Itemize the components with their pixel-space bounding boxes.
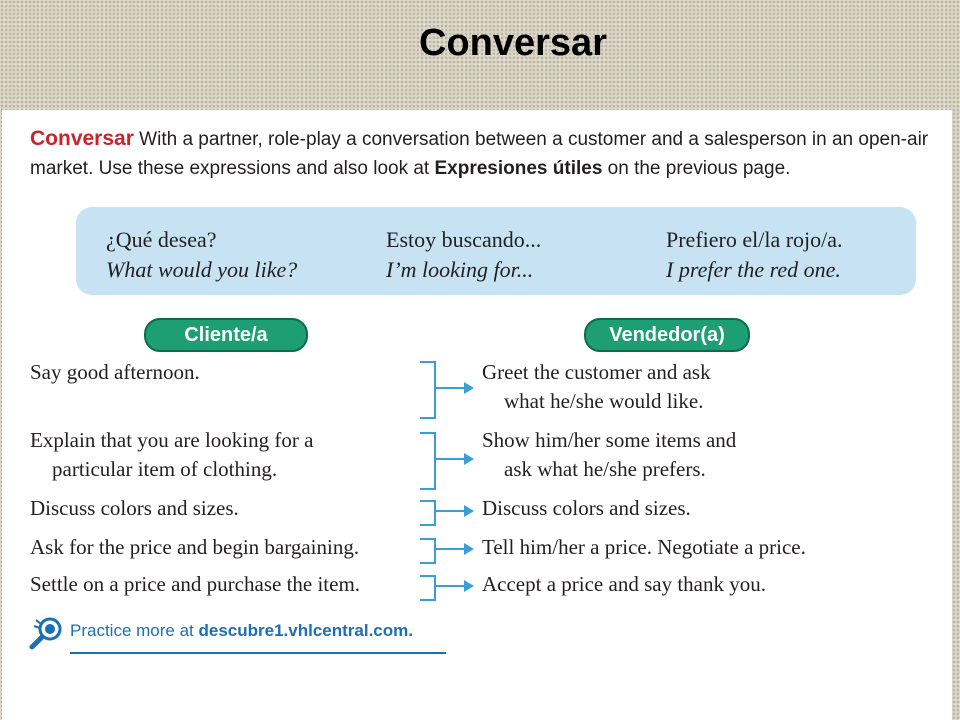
vendedor-line-text-2: ask what he/she prefers. xyxy=(504,457,706,481)
vendedor-line-text: Show him/her some items and xyxy=(482,428,737,452)
expression-1 xyxy=(106,225,297,285)
cliente-line-text: Say good afternoon. xyxy=(30,360,200,384)
textbook-panel xyxy=(2,110,952,720)
cliente-line-text: Explain that you are looking for a xyxy=(30,428,314,452)
activity-keyword: Conversar xyxy=(30,127,134,150)
cliente-line xyxy=(30,570,360,599)
practice-more-link[interactable] xyxy=(28,612,458,656)
expression-2 xyxy=(386,225,541,285)
vendedor-line xyxy=(482,426,736,484)
bracket-connector xyxy=(420,500,436,526)
practice-underline xyxy=(70,652,446,654)
practice-magnifier-icon xyxy=(28,614,66,652)
bracket-connector xyxy=(420,575,436,601)
expression-english: I prefer the red one. xyxy=(666,257,841,282)
cliente-line-text-2: particular item of clothing. xyxy=(52,457,278,481)
expressions-box xyxy=(76,207,916,295)
bracket-connector xyxy=(420,361,436,419)
role-vendedor-label: Vendedor(a) xyxy=(584,318,750,352)
expression-spanish: ¿Qué desea? xyxy=(106,227,217,252)
vendedor-line-text: Discuss colors and sizes. xyxy=(482,496,691,520)
cliente-line-text: Ask for the price and begin bargaining. xyxy=(30,535,360,559)
cliente-line xyxy=(30,426,313,484)
cliente-line xyxy=(30,494,239,523)
vendedor-line-text-2: what he/she would like. xyxy=(504,389,704,413)
expresiones-utiles-reference: Expresiones útiles xyxy=(434,158,603,179)
vendedor-line xyxy=(482,533,806,562)
bracket-connector xyxy=(420,538,436,564)
vendedor-line xyxy=(482,494,691,523)
bracket-connector xyxy=(420,432,436,490)
expression-spanish: Estoy buscando... xyxy=(386,227,542,252)
instructions xyxy=(30,124,930,183)
instructions-text-1: With a partner, role-play a conversation between a customer and a salesperson in an open-air market. Use these expressions and also look at xyxy=(30,129,929,179)
role-cliente-label: Cliente/a xyxy=(144,318,308,352)
vendedor-line xyxy=(482,358,711,416)
arrow-right-icon xyxy=(436,548,466,550)
expression-english: I’m looking for... xyxy=(386,257,534,282)
arrow-right-icon xyxy=(436,458,466,460)
vendedor-line xyxy=(482,570,766,599)
vendedor-line-text: Accept a price and say thank you. xyxy=(482,572,766,596)
arrow-right-icon xyxy=(436,585,466,587)
instructions-text-2: on the previous page. xyxy=(602,158,791,179)
practice-site-link[interactable]: descubre1.vhlcentral.com. xyxy=(198,621,413,640)
arrow-right-icon xyxy=(436,510,466,512)
practice-prefix: Practice more at xyxy=(70,621,199,640)
expression-spanish: Prefiero el/la rojo/a. xyxy=(666,227,843,252)
cliente-line-text: Discuss colors and sizes. xyxy=(30,496,239,520)
vendedor-line-text: Greet the customer and ask xyxy=(482,360,711,384)
arrow-right-icon xyxy=(436,387,466,389)
cliente-line xyxy=(30,358,200,387)
slide-title: Conversar xyxy=(419,22,607,64)
expression-english: What would you like? xyxy=(106,257,298,282)
cliente-line-text: Settle on a price and purchase the item. xyxy=(30,572,361,596)
expression-3 xyxy=(666,225,843,285)
cliente-line xyxy=(30,533,359,562)
vendedor-line-text: Tell him/her a price. Negotiate a price. xyxy=(482,535,806,559)
practice-text xyxy=(70,621,413,641)
